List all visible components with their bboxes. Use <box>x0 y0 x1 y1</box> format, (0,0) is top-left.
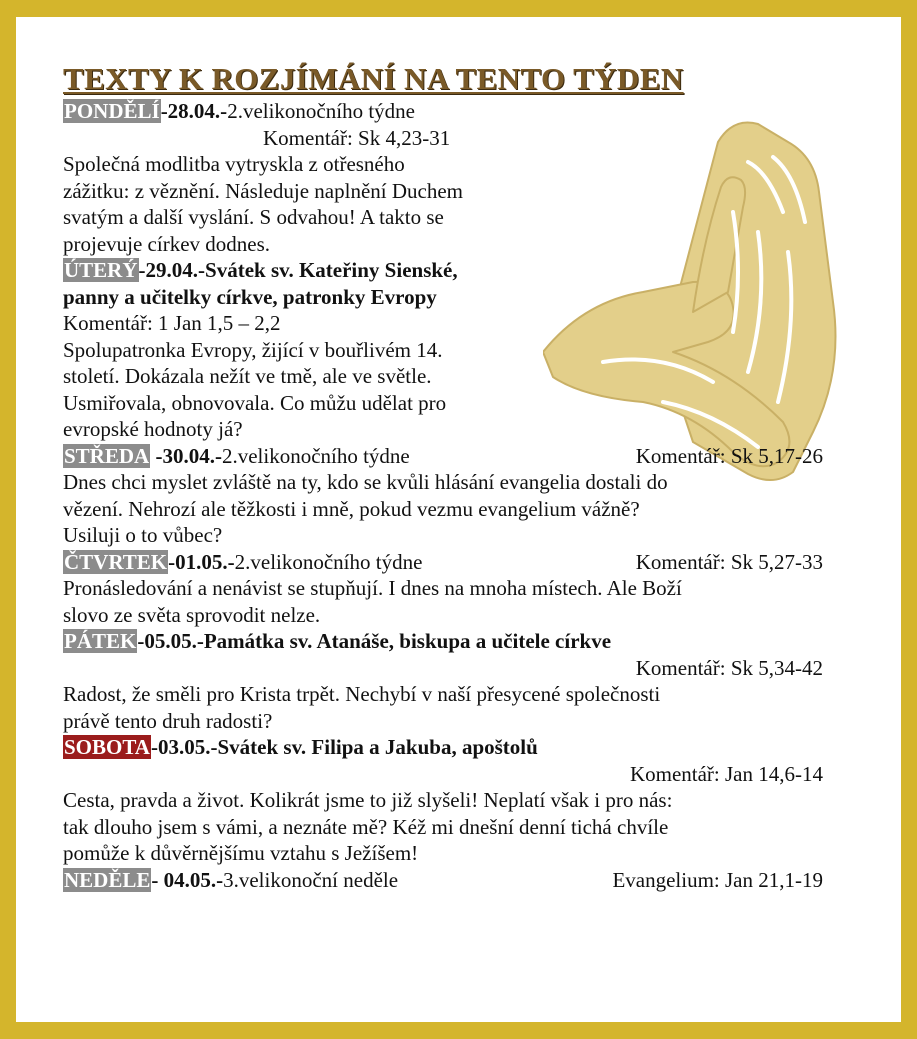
text-line: evropské hodnoty já? <box>63 417 243 441</box>
tuesday-comment: Komentář: 1 Jan 1,5 – 2,2 <box>63 311 281 335</box>
text-line: Usiluji o to vůbec? <box>63 523 223 547</box>
text-line: slovo ze světa sprovodit nelze. <box>63 602 321 627</box>
page-frame <box>16 17 901 1022</box>
saturday-header: SOBOTA-03.05.-Svátek sv. Filipa a Jakuba, apoštolů <box>64 735 538 759</box>
day-badge: ČTVRTEK <box>64 549 168 574</box>
friday-comment: Komentář: Sk 5,34-42 <box>635 655 823 680</box>
day-badge: SOBOTA <box>64 735 150 759</box>
tuesday-header: ÚTERÝ-29.04.-Svátek sv. Kateřiny Sienské, <box>64 258 458 282</box>
text-line: Radost, že směli pro Krista trpět. Nechybí v naší přesycené společnosti <box>63 682 661 706</box>
text-line: Cesta, pravda a život. Kolikrát jsme to již slyšeli! Neplatí však i pro nás: <box>63 788 673 812</box>
text-line: svatým a další vyslání. S odvahou! A takto se <box>63 205 444 229</box>
monday-header: PONDĚLÍ-28.04.-2.velikonočního týdne <box>64 99 415 123</box>
page-title: TEXTY K ROZJÍMÁNÍ NA TENTO TÝDEN <box>63 61 684 96</box>
text-line: Dnes chci myslet zvláště na ty, kdo se kvůli hlásání evangelia dostali do <box>63 470 668 494</box>
day-badge: ÚTERÝ <box>64 258 138 282</box>
text-line: Spolupatronka Evropy, žijící v bouřlivém 14. <box>63 337 443 362</box>
text-line: Usmiřovala, obnovovala. Co můžu udělat pro <box>63 390 447 415</box>
text-line: století. Dokázala nežít ve tmě, ale ve světle. <box>63 364 432 388</box>
text-line: pomůže k důvěrnějšímu vztahu s Ježíšem! <box>63 841 419 865</box>
thursday-comment: Komentář: Sk 5,27-33 <box>635 549 823 574</box>
text-line: vězení. Nehrozí ale těžkosti i mně, pokud vezmu evangelium vážně? <box>63 496 640 521</box>
sunday-header: NEDĚLE- 04.05.-3.velikonoční neděle Evangelium: Jan 21,1-19 <box>64 867 823 892</box>
text-line: Pronásledování a nenávist se stupňují. I dnes na mnoha místech. Ale Boží <box>63 576 682 600</box>
wednesday-header: STŘEDA -30.04.-2.velikonočního týdne Komentář: Sk 5,17-26 <box>64 443 823 468</box>
day-badge: PÁTEK <box>64 629 137 653</box>
friday-header: PÁTEK-05.05.-Památka sv. Atanáše, biskupa a učitele církve <box>64 629 612 653</box>
weekly-texts <box>63 60 823 893</box>
text-line: právě tento druh radosti? <box>63 708 273 733</box>
text-line: projevuje církev dodnes. <box>63 231 271 256</box>
text-line: zážitku: z věznění. Následuje naplnění Duchem <box>63 178 464 203</box>
monday-comment: Komentář: Sk 4,23-31 <box>263 125 451 150</box>
thursday-header: ČTVRTEK-01.05.-2.velikonočního týdne Komentář: Sk 5,27-33 <box>64 549 823 574</box>
day-badge: STŘEDA <box>64 443 150 468</box>
day-badge: NEDĚLE <box>64 867 151 892</box>
sunday-gospel: Evangelium: Jan 21,1-19 <box>612 867 823 892</box>
text-line: Společná modlitba vytryskla z otřesného <box>63 152 405 176</box>
text-line: tak dlouho jsem s vámi, a neznáte mě? Kéž mi dnešní denní tichá chvíle <box>63 814 669 839</box>
saturday-comment: Komentář: Jan 14,6-14 <box>629 761 823 786</box>
tuesday-event-cont: panny a učitelky církve, patronky Evropy <box>63 284 437 309</box>
day-badge: PONDĚLÍ <box>64 99 160 123</box>
wednesday-comment: Komentář: Sk 5,17-26 <box>635 443 823 468</box>
